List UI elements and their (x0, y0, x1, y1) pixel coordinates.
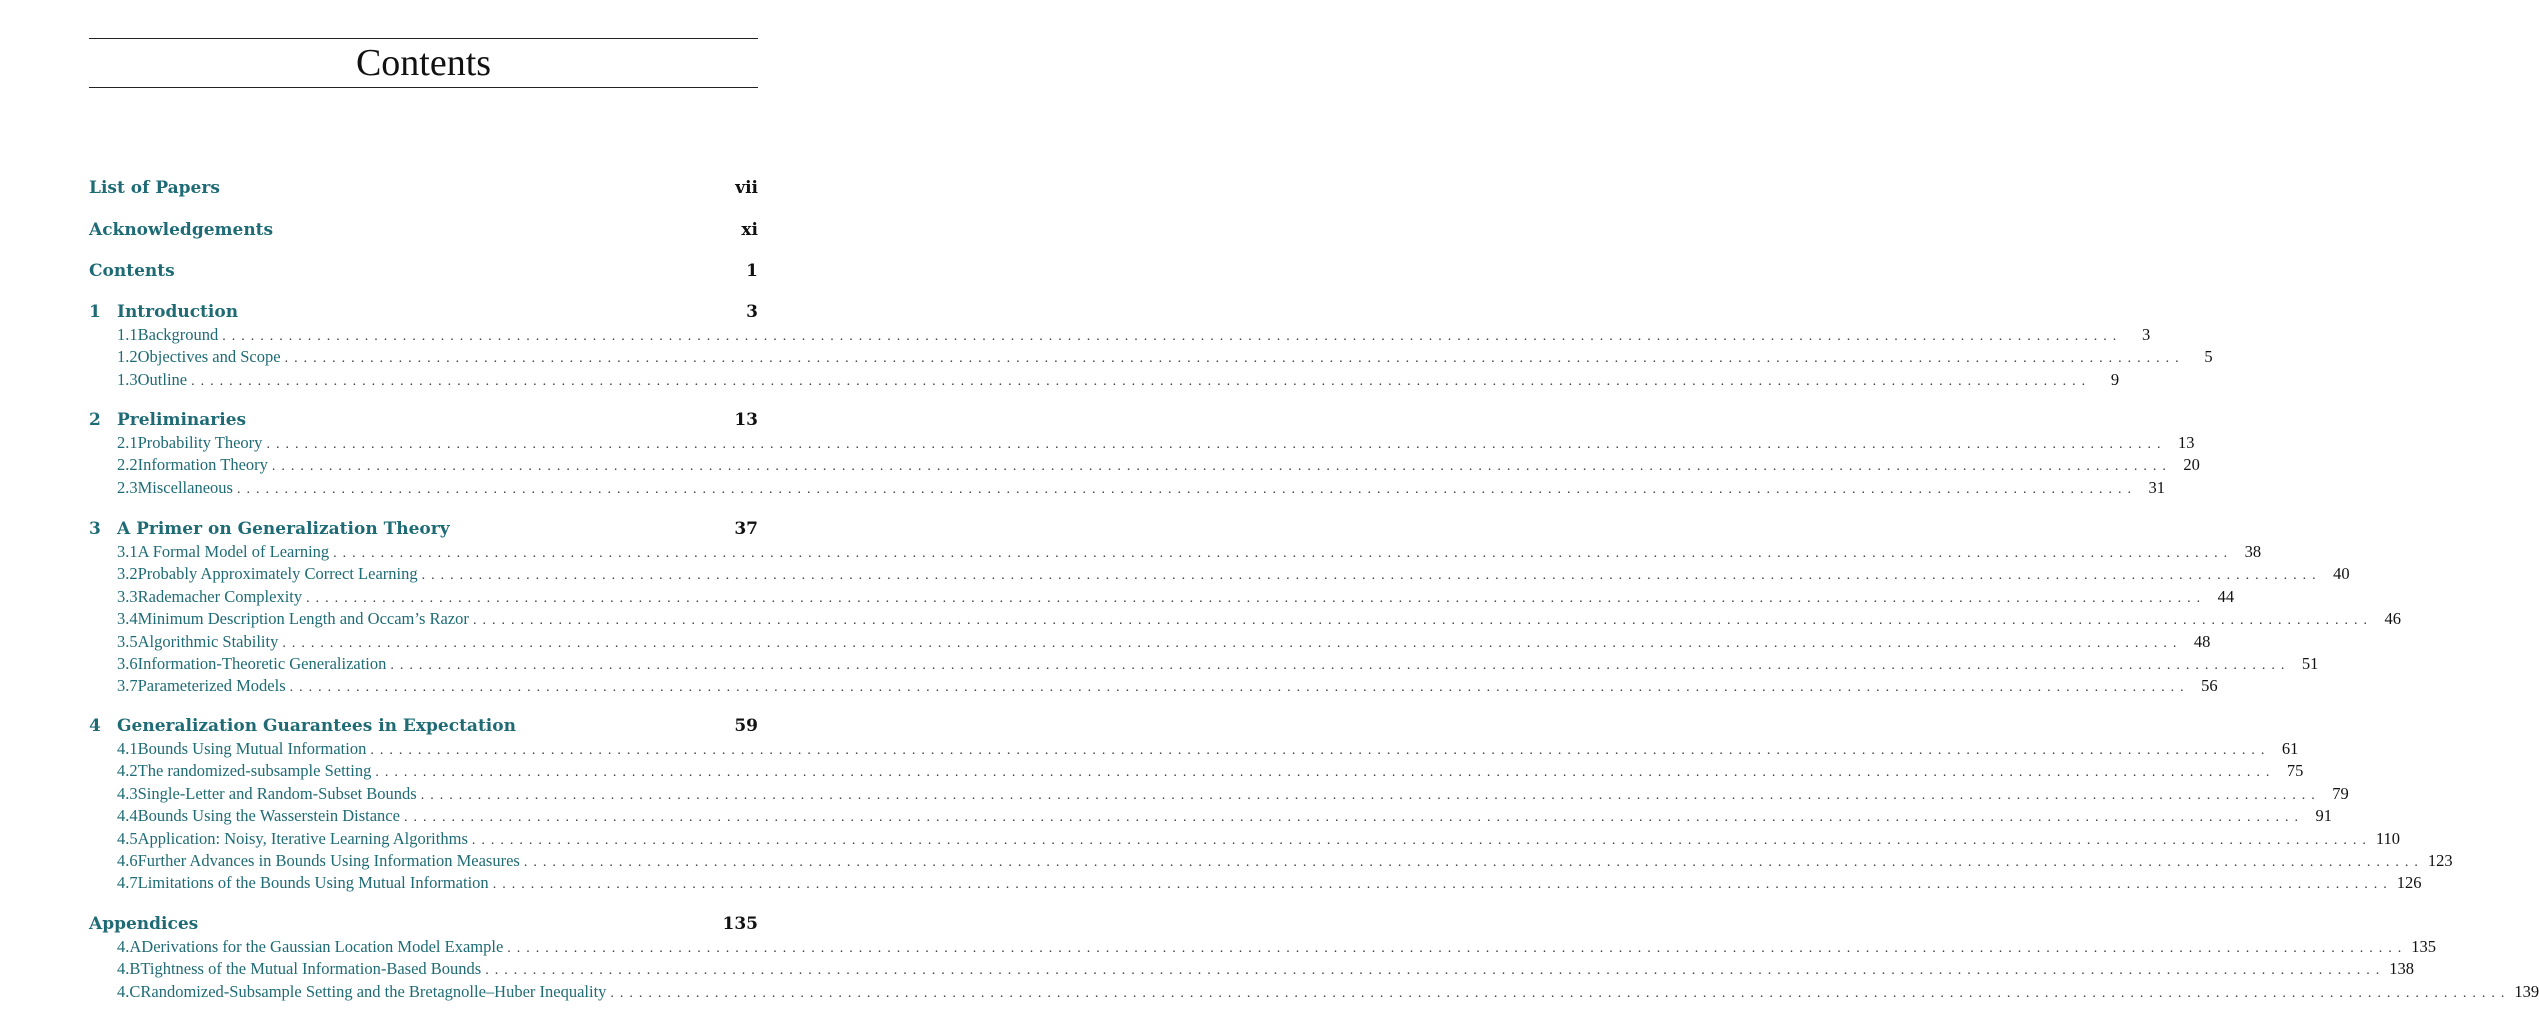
dot-leader: ........................................................................................................................................................................................................ (333, 546, 2234, 561)
entry-title-link[interactable]: Generalization Guarantees in Expectation (117, 716, 516, 736)
entry-number: 3.6 (117, 654, 138, 673)
dot-leader: ........................................................................................................................................................................................................ (282, 635, 2183, 651)
entry-title-link[interactable]: Minimum Description Length and Occam’s Razor (137, 609, 469, 629)
dot-leader: ........................................................................................................................................................................................................ (271, 459, 2172, 475)
entry-title-link[interactable]: Objectives and Scope (137, 347, 281, 367)
entry-page-number: 75 (2286, 761, 2304, 781)
entry-number: 4.3 (117, 783, 138, 803)
entry-number: 4.7 (117, 873, 138, 893)
entry-title-link[interactable]: List of Papers (89, 178, 220, 198)
entry-page-number: 135 (722, 914, 758, 934)
entry-title-link[interactable]: Acknowledgements (89, 219, 274, 240)
dot-leader: ........................................................................................................................................................................................................ (421, 568, 2322, 584)
entry-title-link[interactable]: Introduction (117, 302, 239, 322)
toc-section[interactable] (89, 653, 2319, 675)
toc-section[interactable] (89, 783, 2349, 805)
entry-title-link[interactable]: Miscellaneous (137, 477, 233, 497)
dot-leader: ........................................................................................................................................................................................................ (370, 743, 2271, 758)
dot-leader: ........................................................................................................................................................................................................ (492, 877, 2393, 893)
entry-title-link[interactable]: Probably Approximately Correct Learning (137, 564, 418, 584)
dot-leader: ........................................................................................................................................................................................................ (485, 963, 2386, 979)
entry-title-link[interactable]: Further Advances in Bounds Using Information Measures (137, 851, 520, 870)
toc-section[interactable] (89, 369, 2120, 391)
entry-page-number: 31 (2148, 477, 2165, 497)
entry-number: 4.5 (117, 828, 138, 848)
toc-section[interactable] (89, 805, 2332, 827)
entry-number: 3.3 (117, 586, 138, 606)
entry-number: 1 (89, 302, 101, 322)
toc-section[interactable] (89, 675, 2218, 697)
entry-page-number: 20 (2183, 455, 2200, 475)
entry-page-number: 46 (2384, 609, 2401, 629)
toc-section[interactable] (89, 346, 2213, 368)
entry-number: 2.1 (117, 433, 138, 452)
dot-leader: ........................................................................................................................................................................................................ (507, 941, 2408, 956)
dot-leader: ........................................................................................................................................................................................................ (266, 437, 2167, 452)
entry-page-number: 13 (734, 410, 758, 430)
entry-page-number: xi (741, 219, 758, 240)
entry-number: 4.6 (117, 851, 138, 870)
dot-leader: ........................................................................................................................................................................................................ (390, 658, 2291, 673)
entry-title-link[interactable]: Application: Noisy, Iterative Learning Algorithms (137, 828, 468, 848)
title-rule-bottom (89, 87, 758, 88)
entry-page-number: 48 (2193, 631, 2211, 651)
entry-title-link[interactable]: Background (137, 325, 219, 344)
entry-title-link[interactable]: Parameterized Models (137, 676, 286, 696)
dot-leader: ........................................................................................................................................................................................................ (284, 351, 2185, 367)
toc-section[interactable] (89, 872, 2422, 894)
entry-title-link[interactable]: Single-Letter and Random-Subset Bounds (137, 783, 417, 803)
toc-chapter[interactable] (89, 715, 758, 737)
entry-title-link[interactable]: Limitations of the Bounds Using Mutual Information (137, 873, 489, 893)
entry-page-number: 138 (2389, 959, 2414, 979)
entry-number: 4.A (117, 937, 142, 956)
entry-number: 4.1 (117, 739, 138, 758)
entry-title-link[interactable]: Information-Theoretic Generalization (137, 654, 387, 673)
toc-section[interactable] (89, 958, 2414, 980)
dot-leader: ........................................................................................................................................................................................................ (289, 680, 2190, 696)
entry-page-number: 56 (2201, 676, 2218, 696)
toc-chapter[interactable] (89, 913, 758, 935)
toc-section[interactable] (89, 432, 2195, 454)
entry-number: 3 (89, 519, 101, 539)
entry-title-link[interactable]: Appendices (89, 914, 199, 934)
toc-section[interactable] (89, 828, 2400, 850)
entry-page-number: 59 (734, 716, 758, 736)
entry-title-link[interactable]: Bounds Using Mutual Information (137, 739, 367, 758)
entry-title-link[interactable]: Algorithmic Stability (137, 631, 279, 651)
entry-number: 3.5 (117, 631, 138, 651)
toc-section[interactable] (89, 541, 2262, 563)
entry-page-number: 40 (2333, 564, 2350, 584)
toc-section[interactable] (89, 738, 2299, 760)
page-title: Contents (355, 42, 492, 84)
toc-chapter[interactable] (89, 518, 758, 540)
entry-title-link[interactable]: Probability Theory (137, 433, 263, 452)
dot-leader: ........................................................................................................................................................................................................ (236, 481, 2137, 497)
entry-page-number: 38 (2244, 542, 2262, 561)
entry-page-number: 110 (2375, 828, 2400, 848)
entry-page-number: 79 (2332, 783, 2349, 803)
entry-number: 4.C (117, 981, 141, 1001)
dot-leader: ........................................................................................................................................................................................................ (191, 373, 2092, 389)
entry-page-number: 44 (2217, 586, 2235, 606)
title-rule-top (89, 38, 758, 39)
toc-entry-top[interactable] (89, 260, 758, 282)
toc-section[interactable] (89, 586, 2235, 608)
entry-number: 4 (89, 716, 101, 736)
entry-title-link[interactable]: Bounds Using the Wasserstein Distance (137, 806, 400, 826)
entry-page-number: 1 (746, 261, 758, 281)
dot-leader: ........................................................................................................................................................................................................ (523, 855, 2424, 870)
entry-page-number: 61 (2281, 739, 2299, 758)
entry-page-number: 9 (2110, 369, 2120, 389)
entry-page-number: 51 (2301, 654, 2319, 673)
entry-number: 1.2 (117, 347, 138, 367)
dot-leader: ........................................................................................................................................................................................................ (403, 810, 2304, 826)
dot-leader: ........................................................................................................................................................................................................ (420, 787, 2321, 803)
entry-page-number: 91 (2315, 806, 2332, 826)
dot-leader: ........................................................................................................................................................................................................ (375, 765, 2276, 781)
entry-title-link[interactable]: Derivations for the Gaussian Location Model Example (141, 937, 504, 956)
entry-title-link[interactable]: The randomized-subsample Setting (137, 761, 372, 781)
entry-number: 3.2 (117, 564, 138, 584)
entry-number: 2 (89, 410, 101, 430)
entry-number: 4.4 (117, 806, 138, 826)
entry-number: 1.1 (117, 325, 138, 344)
dot-leader: ........................................................................................................................................................................................................ (471, 832, 2372, 848)
entry-number: 4.B (117, 959, 141, 979)
entry-title-link[interactable]: A Formal Model of Learning (137, 542, 330, 561)
toc-chapter[interactable] (89, 301, 758, 323)
entry-number: 2.3 (117, 477, 138, 497)
dot-leader: ........................................................................................................................................................................................................ (610, 985, 2511, 1001)
entry-number: 3.1 (117, 542, 138, 561)
entry-number: 4.2 (117, 761, 138, 781)
toc-entry-top[interactable] (89, 219, 758, 241)
entry-title-link[interactable]: Information Theory (137, 455, 268, 475)
toc-entry-top[interactable] (89, 177, 758, 199)
toc-section[interactable] (89, 477, 2165, 499)
entry-page-number: 126 (2396, 873, 2422, 893)
entry-page-number: 37 (734, 519, 758, 539)
entry-page-number: 135 (2411, 937, 2437, 956)
entry-title-link[interactable]: Rademacher Complexity (137, 586, 303, 606)
entry-title-link[interactable]: Tightness of the Mutual Information-Based Bounds (140, 959, 482, 979)
entry-page-number: 139 (2514, 981, 2539, 1001)
toc-section[interactable] (89, 608, 2401, 630)
toc-section[interactable] (89, 324, 2151, 346)
dot-leader: ........................................................................................................................................................................................................ (472, 613, 2373, 629)
toc-section[interactable] (89, 760, 2304, 782)
entry-number: 2.2 (117, 455, 138, 475)
entry-page-number: 3 (746, 302, 758, 322)
entry-title-link[interactable]: A Primer on Generalization Theory (117, 519, 450, 539)
toc-section[interactable] (89, 936, 2437, 958)
entry-page-number: 13 (2177, 433, 2195, 452)
toc-section[interactable] (89, 850, 2453, 872)
entry-title-link[interactable]: Outline (137, 369, 188, 389)
entry-page-number: vii (735, 178, 758, 198)
entry-page-number: 5 (2204, 347, 2213, 367)
dot-leader: ........................................................................................................................................................................................................ (222, 329, 2123, 344)
toc-section[interactable] (89, 454, 2200, 476)
entry-number: 3.4 (117, 609, 138, 629)
toc-chapter[interactable] (89, 409, 758, 431)
entry-title-link[interactable]: Contents (89, 261, 175, 281)
toc-section[interactable] (89, 631, 2211, 653)
toc-section[interactable] (89, 563, 2350, 585)
entry-title-link[interactable]: Preliminaries (117, 410, 247, 430)
entry-number: 3.7 (117, 676, 138, 696)
entry-number: 1.3 (117, 369, 138, 389)
entry-page-number: 123 (2427, 851, 2453, 870)
dot-leader: ........................................................................................................................................................................................................ (306, 590, 2207, 606)
entry-page-number: 3 (2142, 325, 2151, 344)
entry-title-link[interactable]: Randomized-Subsample Setting and the Bretagnolle–Huber Inequality (140, 981, 607, 1001)
toc-section[interactable] (89, 981, 2539, 1003)
